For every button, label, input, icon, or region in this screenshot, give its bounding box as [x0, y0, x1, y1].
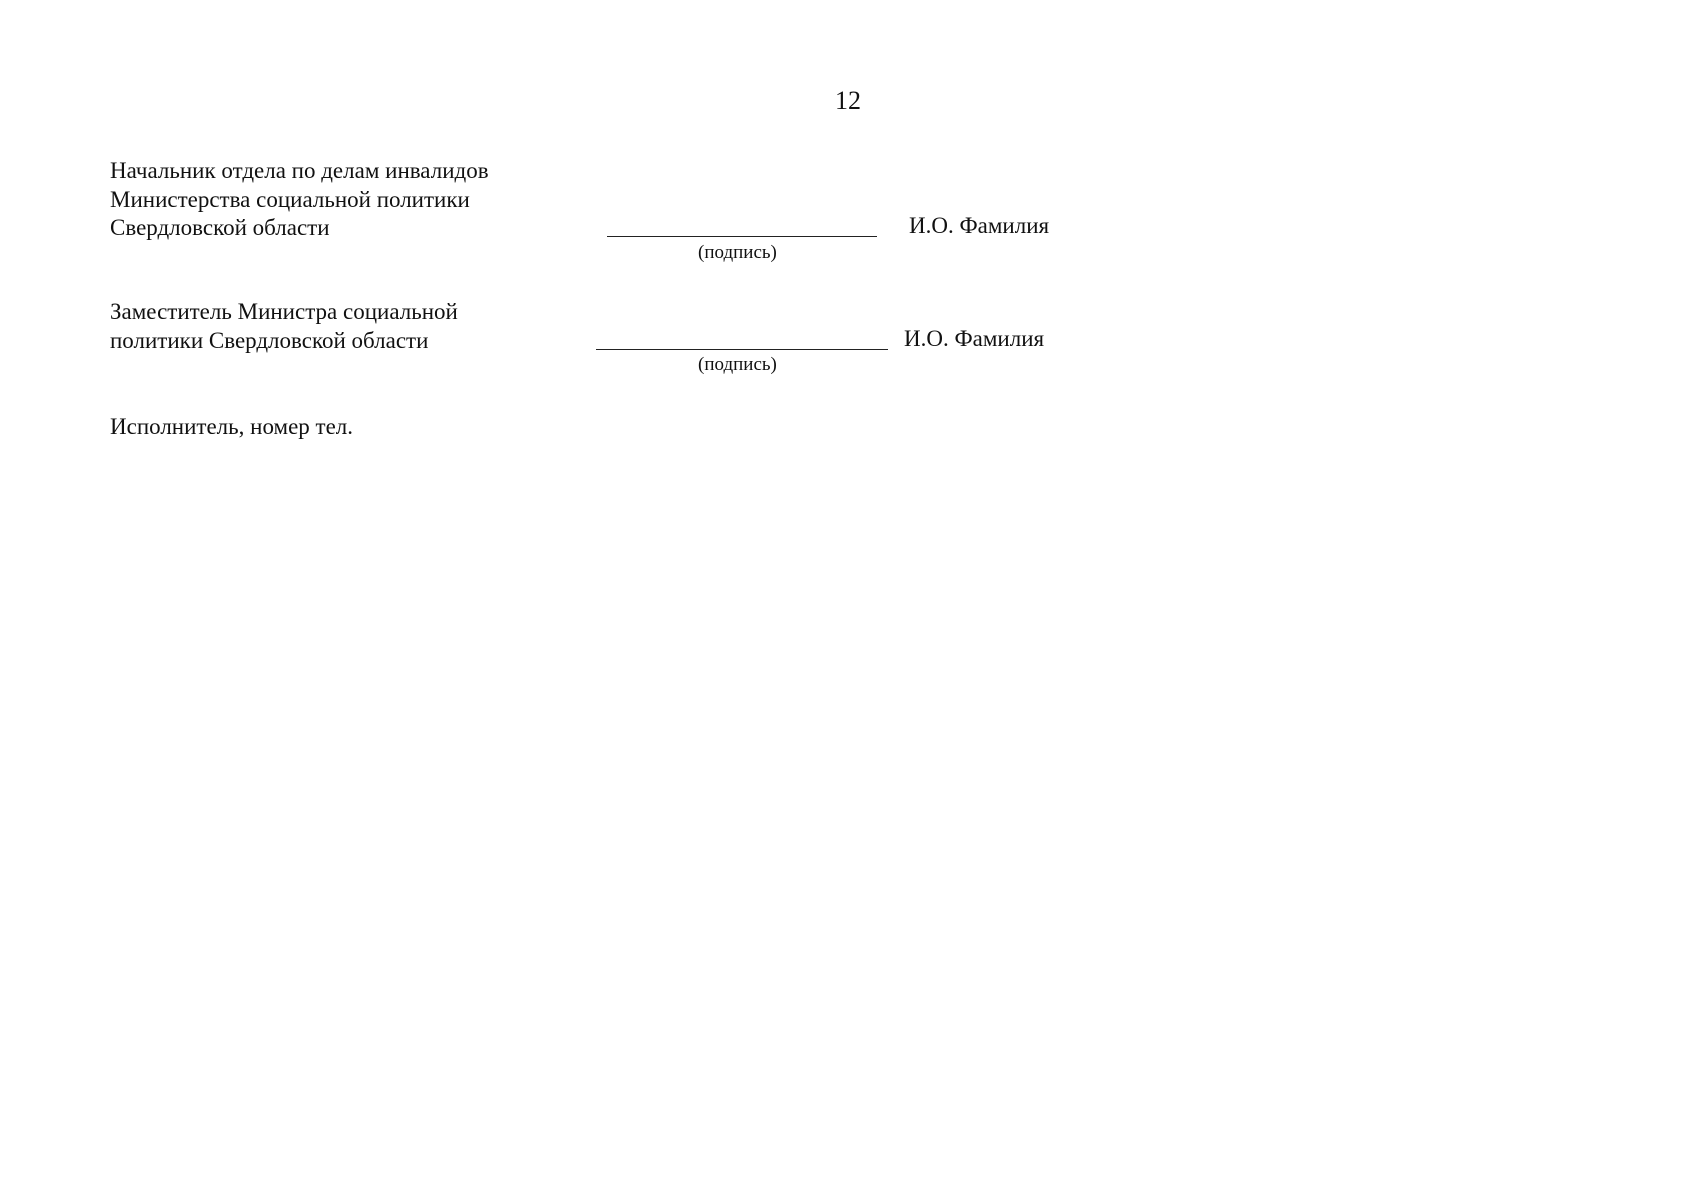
position-title-line: Министерства социальной политики [110, 186, 470, 212]
signature-line [607, 236, 877, 237]
signature-block-deputy-minister [110, 298, 458, 355]
position-title-line: политики Свердловской области [110, 327, 429, 353]
page-number: 12 [835, 86, 861, 115]
signatory-name: И.О. Фамилия [909, 213, 1050, 238]
signatory-name: И.О. Фамилия [904, 326, 1045, 351]
position-title-line: Заместитель Министра социальной [110, 299, 458, 324]
position-title-line: Начальник отдела по делам инвалидов [110, 158, 489, 183]
signature-line [596, 349, 888, 350]
signature-block-head-of-department [110, 157, 489, 243]
signature-caption: (подпись) [698, 242, 777, 263]
signature-caption: (подпись) [698, 354, 777, 375]
executor-contact: Исполнитель, номер тел. [110, 414, 354, 439]
position-title-line: Свердловской области [110, 215, 330, 240]
